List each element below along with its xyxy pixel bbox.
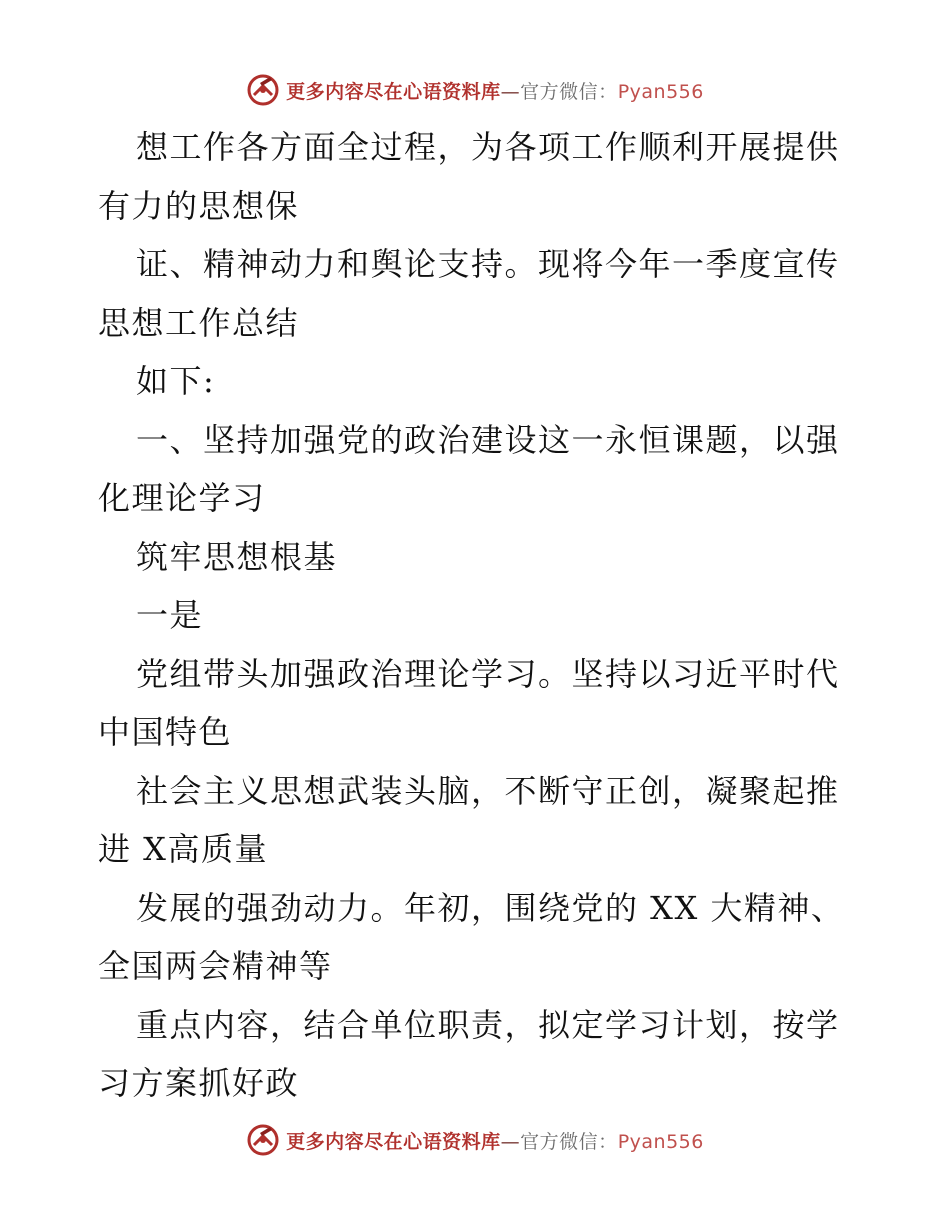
section-heading-line: 化理论学习 xyxy=(98,479,266,517)
watermark-wechat-id: Pyan556 xyxy=(617,1130,704,1153)
text-line: 想工作各方面全过程，为各项工作顺利开展提供 xyxy=(136,128,840,166)
text-line: 如下: xyxy=(136,362,216,400)
watermark-main-text: 更多内容尽在心语资料库 xyxy=(286,80,501,103)
text-line: 发展的强劲动力。年初，围绕党的 XX 大精神、 xyxy=(136,888,845,927)
watermark-main-text: 更多内容尽在心语资料库 xyxy=(286,1130,501,1153)
section-heading-line: 筑牢思想根基 xyxy=(136,537,338,576)
text-line: 重点内容，结合单位职责，拟定学习计划，按学 xyxy=(136,1005,840,1044)
text-line: 全国两会精神等 xyxy=(98,947,333,985)
watermark-wechat-label: 官方微信： xyxy=(520,1130,618,1153)
text-line: 有力的思想保 xyxy=(98,186,300,225)
footer-watermark-banner xyxy=(0,1120,950,1160)
book-pen-logo-icon xyxy=(246,1123,280,1157)
watermark-wechat-id: Pyan556 xyxy=(617,80,704,103)
section-heading-line: 一、坚持加强党的政治建设这一永恒课题，以强 xyxy=(136,420,840,459)
watermark-text xyxy=(286,1127,704,1154)
text-line: 社会主义思想武装头脑，不断守正创，凝聚起推 xyxy=(136,771,840,810)
text-line: 证、精神动力和舆论支持。现将今年一季度宣传 xyxy=(136,245,840,283)
document-body xyxy=(98,118,868,1113)
header-watermark-banner xyxy=(0,70,950,110)
text-line: 中国特色 xyxy=(98,713,233,751)
watermark-separator: — xyxy=(500,80,521,103)
book-pen-logo-icon xyxy=(246,73,280,107)
text-line: 习方案抓好政 xyxy=(98,1064,300,1102)
text-line: 一是 xyxy=(136,596,204,634)
watermark-text xyxy=(286,77,704,104)
watermark-separator: — xyxy=(500,1130,521,1153)
watermark-wechat-label: 官方微信： xyxy=(520,80,618,103)
text-line: 思想工作总结 xyxy=(98,303,300,342)
text-line: 进 X高质量 xyxy=(98,830,268,868)
text-line: 党组带头加强政治理论学习。坚持以习近平时代 xyxy=(136,654,840,693)
